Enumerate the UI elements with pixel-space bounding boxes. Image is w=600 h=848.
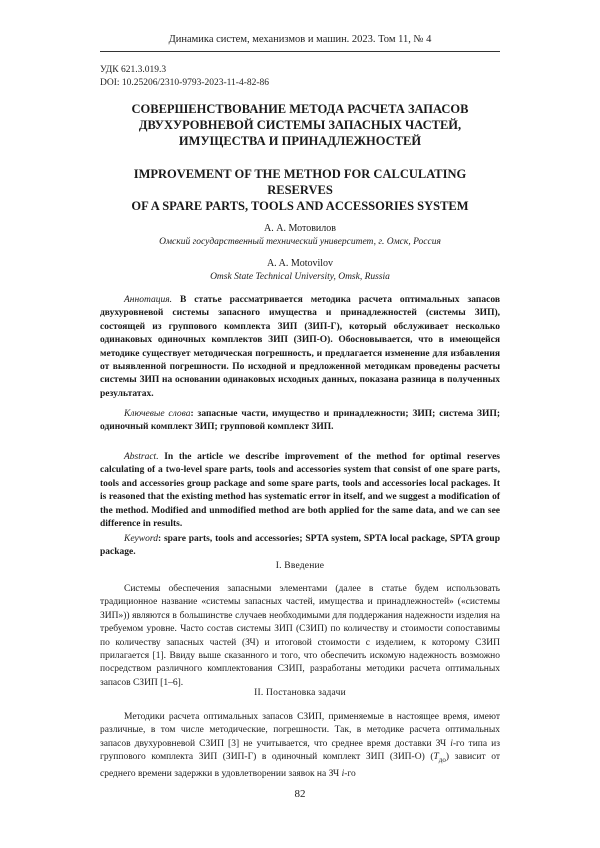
abstract-ru-label: Аннотация. [124,295,172,305]
keywords-en-text: : spare parts, tools and accessories; SPTA system, SPTA local package, SPTA group package. [100,534,500,558]
problem-paragraph [100,711,500,781]
keywords-en [100,533,500,560]
problem-text: Методики расчета оптимальных запасов СЗИП, применяемые в настоящее время, имеют различные, в том числе методические, погрешности. Так, в методике расчета оптимальных запасов двухуровневой СЗИП [3] не учитывается, что среднее время доставки ЗЧ [100,712,500,749]
abstract-en-label: Abstract. [124,452,159,462]
affiliation-en: Omsk State Technical University, Omsk, Russia [210,272,390,282]
title-ru-line: ДВУХУРОВНЕВОЙ СИСТЕМЫ ЗАПАСНЫХ ЧАСТЕЙ, [138,118,462,132]
problem-text: -го [344,768,356,779]
author-name-en: A. A. Motovilov [266,258,334,269]
abstract-en [100,451,500,531]
title-en-line: OF A SPARE PARTS, TOOLS AND ACCESSORIES SYSTEM [131,199,469,213]
keywords-ru [100,408,500,435]
index-symbol: i [450,738,453,749]
section-heading-problem: II. Постановка задачи [254,688,346,698]
delivery-time-symbol: T [433,752,439,763]
problem-text: -го типа из группового комплекта ЗИП (ЗИП-Г) в одиночный комплект ЗИП (ЗИП-О) ( [100,738,500,763]
title-english [100,166,500,214]
author-name-ru: А. А. Мотовилов [264,223,336,234]
problem-text: ) зависит от среднего времени задержки в удовлетворении заявок на ЗЧ [100,752,500,779]
index-symbol: i [341,768,345,779]
keywords-en-label: Keyword [124,534,158,544]
header-rule [100,51,500,52]
running-header: Динамика систем, механизмов и машин. 2023. Том 11, № 4 [168,34,432,45]
section-heading-introduction: I. Введение [275,561,325,571]
introduction-paragraph: Системы обеспечения запасными элементами (далее в статье будем использовать традиционное название «системы запасных частей, имущества и принадлежностей» («системы ЗИП»)) являются в большинстве случаев необходимыми для поддержания надежности изделия на требуемом уровне. Часто состав системы ЗИП (СЗИП) по количеству и стоимости сопоставимы по количеству запасных частей (ЗЧ) и итоговой стоимости с изделием, к которому СЗИП прилагается [1]. Ввиду выше сказанного и того, что обеспечить искомую надежность возможно посредством различного комплектования СЗИП, разработаны методики расчета оптимальных запасов СЗИП [1–6]. [100,584,500,688]
title-ru-line: ИМУЩЕСТВА И ПРИНАДЛЕЖНОСТЕЙ [178,134,422,148]
title-ru-line: СОВЕРШЕНСТВОВАНИЕ МЕТОДА РАСЧЕТА ЗАПАСОВ [131,102,469,116]
keywords-ru-text: : запасные части, имущество и принадлежности; ЗИП; система ЗИП; одиночный комплект ЗИП; групповой комплект ЗИП. [100,409,500,433]
title-russian [100,101,500,149]
keywords-ru-label: Ключевые слова [124,409,191,419]
delivery-time-subscript: дo [438,756,446,765]
article-meta [100,64,269,90]
abstract-en-text: In the article we describe improvement of the method for optimal reserves calculating of a two-level spare parts, tools and accessories system that consist of one spare parts, tools and accessories group package and some spare parts, tools and accessories local packages. It is reasoned that the existing method has systematic error in itself, and we suggest a modification of the method. Modified and unmodified method are both applied for the same data, and we can see difference in results. [100,452,500,530]
page-number: 82 [294,788,306,800]
title-en-line: IMPROVEMENT OF THE METHOD FOR CALCULATING RESERVES [133,167,467,197]
affiliation-ru: Омский государственный технический университет, г. Омск, Россия [159,237,441,247]
abstract-ru-text: В статье рассматривается методика расчета оптимальных запасов двухуровневой системы запасного имущества и принадлежностей (системы ЗИП), состоящей из группового комплекта ЗИП (ЗИП-Г), который обслуживает несколько одинаковых одиночных комплектов ЗИП (ЗИП-О). Обосновывается, что в имеющейся методике существует методическая погрешность, и предлагается изменение для избавления от выявленной погрешности. По исходной и предложенной методикам проведены расчеты системы ЗИП на основании одинаковых исходных данных, показана разница в полученных результатах. [100,295,500,399]
abstract-ru [100,294,500,401]
doi: DOI: 10.25206/2310-9793-2023-11-4-82-86 [100,78,270,88]
udc-code: УДК 621.3.019.3 [100,65,167,75]
